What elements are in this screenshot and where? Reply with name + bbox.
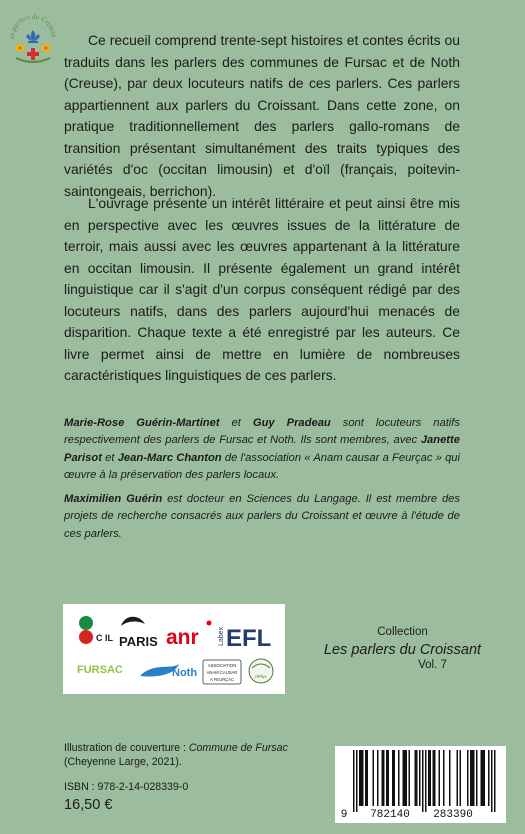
member-name: Janette Parisot (64, 434, 460, 464)
credit-line2: (Cheyenne Large, 2021). (64, 755, 182, 768)
illustration-credit (64, 742, 288, 769)
paris-text: PARIS (119, 634, 158, 649)
barcode-bar (470, 750, 472, 806)
member-name: Jean-Marc Chanton (117, 451, 222, 464)
barcode-bar (403, 750, 405, 806)
barcode-bar (425, 750, 427, 812)
barcode-bar (484, 750, 486, 806)
efl-text: EFL (226, 625, 272, 652)
barcode-bar (449, 750, 451, 806)
association-text: ANAM CAUSAR (206, 670, 238, 675)
collection-info (300, 626, 505, 671)
credit-prefix: Illustration de couverture : (64, 742, 189, 754)
barcode-bar (361, 750, 363, 806)
barcode-bar (382, 750, 384, 806)
barcode (335, 746, 506, 823)
description-paragraph-2: L'ouvrage présente un intérêt littéraire et peut ainsi être mis en perspective avec les œuvres issues de la littérature de terroir, mais aussi avec les œuvres appartenant à la littérature en occitan limousin. Il présente également un grand intérêt linguistique car il s'agit d'un corpus conséquent rédigé par des locuteurs natifs, dans des parlers aujourd'hui menacés de disparition. Chaque texte a été enregistré par les auteurs. Ce livre permet ainsi de mettre en lumière de nombreuses caractéristiques linguistiques de ces parlers. (64, 195, 460, 383)
price: 16,50 € (64, 797, 113, 813)
barcode-bar (428, 750, 430, 806)
barcode-bar (457, 750, 459, 806)
barcode-bar (373, 750, 375, 806)
barcode-bar (365, 750, 367, 806)
barcode-right-digits: 283390 (433, 809, 473, 821)
collection-volume: Vol. 7 (418, 659, 447, 671)
partner-logos (63, 604, 285, 694)
barcode-bar (433, 750, 435, 806)
credit-title: Commune de Fursac (188, 742, 288, 754)
series-logo-text: es parlers du Croissa (8, 12, 58, 40)
sphere-text: nPlus (255, 674, 267, 679)
collection-label: Collection (377, 626, 428, 638)
labex-text: Labex (218, 626, 225, 646)
barcode-bar (377, 750, 379, 806)
bio-text: et (101, 451, 118, 464)
barcode-bar (439, 750, 441, 806)
authors-bio (64, 415, 460, 484)
barcode-bar (416, 750, 418, 806)
barcode-bar (388, 750, 390, 806)
barcode-bar (359, 750, 361, 806)
barcode-bar (362, 750, 364, 806)
barcode-bar (386, 750, 388, 806)
cil-text: C IL (96, 633, 113, 643)
barcode-bar (476, 750, 478, 806)
noth-logo (140, 664, 197, 679)
noth-text: Noth (172, 667, 198, 679)
editor-bio (64, 491, 460, 543)
fleur-de-lis-icon (26, 30, 39, 43)
barcode-bar (383, 750, 385, 806)
barcode-bar (392, 750, 394, 806)
barcode-bar (430, 750, 432, 806)
collection-name: Les parlers du Croissant (323, 642, 482, 658)
bio-text: est docteur en Sciences du Langage. Il est membre des projets de recherche consacrés aux parlers du Croissant et œuvre à l'étude de ces parlers. (64, 493, 460, 540)
barcode-left-digits: 782140 (370, 809, 410, 821)
barcode-bars (353, 750, 496, 812)
paris-logo (119, 617, 158, 649)
barcode-bar (419, 750, 421, 806)
series-logo (8, 8, 58, 70)
association-text: A FEURÇAC (210, 677, 234, 682)
labex-efl-logo (218, 625, 271, 652)
barcode-bar (434, 750, 436, 806)
bio-text: et (219, 417, 253, 429)
barcode-bar (406, 750, 408, 806)
bio-text: de l'association « Anam causar a Feurçac » qui œuvre à la préservation des parlers locaux. (64, 451, 461, 481)
editor-name: Maximilien Guérin (64, 493, 163, 505)
barcode-bar (473, 750, 475, 806)
barcode-bar (460, 750, 462, 806)
barcode-bar (398, 750, 400, 806)
isbn: ISBN : 978-2-14-028339-0 (64, 781, 189, 793)
barcode-bar (353, 750, 355, 812)
barcode-bar (443, 750, 445, 806)
barcode-bar (356, 750, 358, 812)
association-logo (203, 660, 241, 684)
barcode-bar (481, 750, 483, 806)
barcode-bar (491, 750, 493, 812)
barcode-bar (367, 750, 369, 806)
cil-logo (79, 616, 114, 644)
cross-icon (27, 48, 39, 60)
fursac-logo (77, 664, 123, 676)
sphere-logo (249, 659, 273, 683)
barcode-bar (415, 750, 417, 806)
barcode-bar (404, 750, 406, 806)
author-name: Guy Pradeau (252, 417, 331, 429)
association-text: ASSOCIATION (207, 663, 237, 668)
barcode-bar (488, 750, 490, 806)
anr-text: anr (166, 626, 199, 649)
barcode-lead-digit: 9 (340, 809, 348, 821)
barcode-bar (482, 750, 484, 806)
description-paragraph-1: Ce recueil comprend trente-sept histoires et contes écrits ou traduits dans les parlers des communes de Fursac et de Noth (Creuse), par deux locuteurs natifs de ces parlers. Ces parlers appartiennent aux parlers du Croissant. Dans cette zone, on pratique traditionnellement des parlers gallo-romans de transition présentant simultanément des traits typiques des variétés d'oc (occitan limousin) et d'oïl (français, poitevin-saintongeais, berrichon). (64, 32, 460, 199)
barcode-bar (409, 750, 411, 806)
barcode-bar (394, 750, 396, 806)
author-name: Marie-Rose Guérin-Martinet (64, 417, 220, 429)
barcode-bar (422, 750, 424, 812)
barcode-bar (467, 750, 469, 806)
barcode-bar (472, 750, 474, 806)
fursac-text: FURSAC (77, 664, 123, 676)
anr-logo (166, 621, 212, 650)
bio-text: sont locuteurs natifs respectivement des parlers de Fursac et Noth. Ils sont membres, avec (64, 417, 460, 447)
barcode-bar (494, 750, 496, 812)
